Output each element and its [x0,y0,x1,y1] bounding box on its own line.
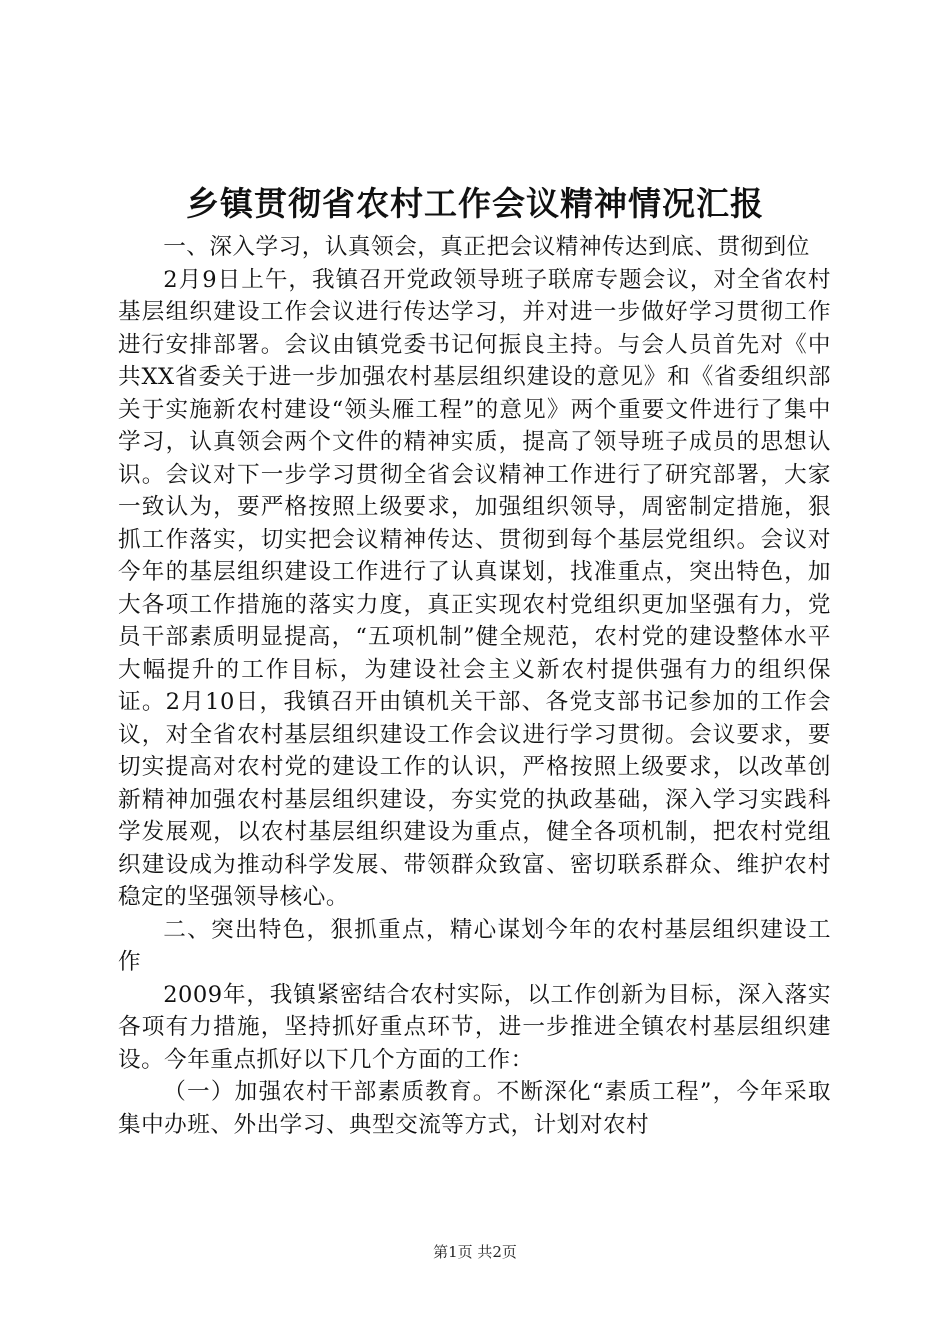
document-title: 乡镇贯彻省农村工作会议精神情况汇报 [186,184,764,223]
document-body [118,231,831,1141]
section-heading-1: 一、深入学习，认真领会，真正把会议精神传达到底、贯彻到位 [163,234,810,260]
section-heading-2: 二、突出特色，狠抓重点，精心谋划今年的农村基层组织建设工作 [118,916,831,975]
body-paragraph-3: （一）加强农村干部素质教育。不断深化“素质工程”，今年采取集中办班、外出学习、典型交流等方式，计划对农村 [118,1079,831,1138]
page-footer: 第1页 共2页 [433,1243,517,1261]
body-paragraph-2: 2009年，我镇紧密结合农村实际，以工作创新为目标，深入落实各项有力措施，坚持抓好重点环节，进一步推进全镇农村基层组织建设。今年重点抓好以下几个方面的工作： [118,981,831,1073]
body-paragraph-1: 2月9日上午，我镇召开党政领导班子联席专题会议，对全省农村基层组织建设工作会议进行传达学习，并对进一步做好学习贯彻工作进行安排部署。会议由镇党委书记何振良主持。与会人员首先对《中共XX省委关于进一步加强农村基层组织建设的意见》和《省委组织部关于实施新农村建设“领头雁工程”的意见》两个重要文件进行了集中学习，认真领会两个文件的精神实质，提高了领导班子成员的思想认识。会议对下一步学习贯彻全省会议精神工作进行了研究部署，大家一致认为，要严格按照上级要求，加强组织领导，周密制定措施，狠抓工作落实，切实把会议精神传达、贯彻到每个基层党组织。会议对今年的基层组织建设工作进行了认真谋划，找准重点，突出特色，加大各项工作措施的落实力度，真正实现农村党组织更加坚强有力，党员干部素质明显提高，“五项机制”健全规范，农村党的建设整体水平大幅提升的工作目标，为建设社会主义新农村提供强有力的组织保证。2月10日，我镇召开由镇机关干部、各党支部书记参加的工作会议，对全省农村基层组织建设工作会议进行学习贯彻。会议要求，要切实提高对农村党的建设工作的认识，严格按照上级要求，以改革创新精神加强农村基层组织建设，夯实党的执政基础，深入学习实践科学发展观，以农村基层组织建设为重点，健全各项机制，把农村党组织建设成为推动科学发展、带领群众致富、密切联系群众、维护农村稳定的坚强领导核心。 [118,266,831,910]
